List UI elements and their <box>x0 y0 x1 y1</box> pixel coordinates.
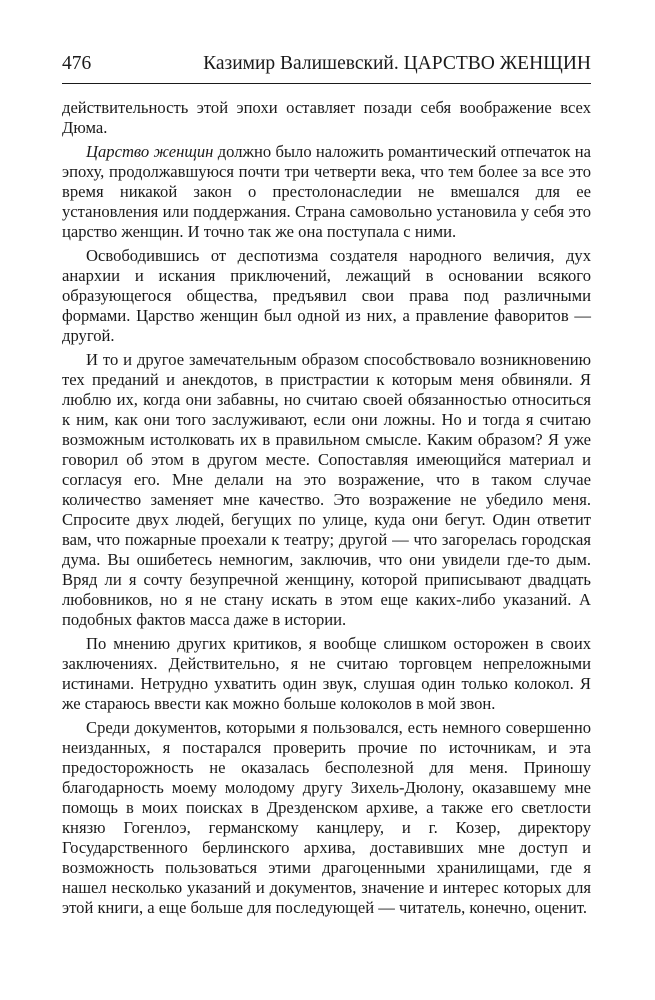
paragraph-4-text: И то и другое замечательным образом способствовало возникновению тех преданий и анекдотов, в пристрастии к которым меня обвиняли. Я люблю их, когда они забавны, но считаю своей обязанностью относиться к ним, как они того заслуживают, если они ложны. Но и тогда я считаю возможным истолковать их в правильном смысле. Каким образом? Я уже говорил об этом в другом месте. Сопоставляя имеющийся материал и согласуя его. Мне делали на это возражение, что в таком случае количество заменяет мне качество. Это возражение не убедило меня. Спросите двух людей, бегущих по улице, куда они бегут. Один ответит вам, что пожарные проехали к театру; другой — что загорелась городская дума. Вы ошибетесь немногим, заключив, что они увидели где-то дым. Вряд ли я сочту безупречной женщину, которой приписывают двадцать любовников, но я не стану искать в этом еще каких-либо указаний. А подобных фактов масса даже в истории. <box>62 350 591 629</box>
body-text <box>62 98 591 918</box>
paragraph-1-text: действительность этой эпохи оставляет позади себя воображение всех Дюма. <box>62 98 591 137</box>
paragraph-4 <box>62 350 591 630</box>
running-title: Казимир Валишевский. ЦАРСТВО ЖЕНЩИН <box>203 53 591 74</box>
paragraph-5 <box>62 634 591 714</box>
paragraph-1 <box>62 98 591 138</box>
paragraph-2-text: должно было наложить романтический отпечаток на эпоху, продолжавшуюся почти три четверти века, что тем более за все это время никакой закон о престолонаследии не вмешался для ее установления или поддержания. Страна самовольно установила у себя это царство женщин. И точно так же она поступала с ними. <box>62 142 591 241</box>
paragraph-6-text: Среди документов, которыми я пользовался, есть немного совершенно неизданных, я постарался проверить прочие по источникам, и эта предосторожность не оказалась бесполезной для меня. Приношу благодарность моему молодому другу Зихель-Дюлону, оказавшему мне помощь в моих поисках в Дрезденском архиве, а также его светлости князю Гогенлоэ, германскому канцлеру, и г. Козер, директору Государственного берлинского архива, доставивших мне доступ и возможность пользоваться этими драгоценными хранилищами, где я нашел несколько указаний и документов, значение и интерес которых для этой книги, а еще больше для последующей — читатель, конечно, оценит. <box>62 718 591 917</box>
running-head <box>62 52 591 84</box>
paragraph-3 <box>62 246 591 346</box>
paragraph-3-text: Освободившись от деспотизма создателя народного величия, дух анархии и искания приключений, лежащий в основании всякого образующегося общества, предъявил свои права под различными формами. Царство женщин был одной из них, а правление фаворитов — другой. <box>62 246 591 345</box>
paragraph-2-italic-lead: Царство женщин <box>86 142 214 161</box>
paragraph-2 <box>62 142 591 242</box>
paragraph-5-text: По мнению других критиков, я вообще слишком осторожен в своих заключениях. Действительно, я не считаю торговцем непреложными истинами. Нетрудно ухватить один звук, слушая один только колокол. Я же стараюсь ввести как можно больше колоколов в мой звон. <box>62 634 591 713</box>
book-page <box>62 52 591 918</box>
paragraph-6 <box>62 718 591 918</box>
page-number: 476 <box>62 53 92 74</box>
